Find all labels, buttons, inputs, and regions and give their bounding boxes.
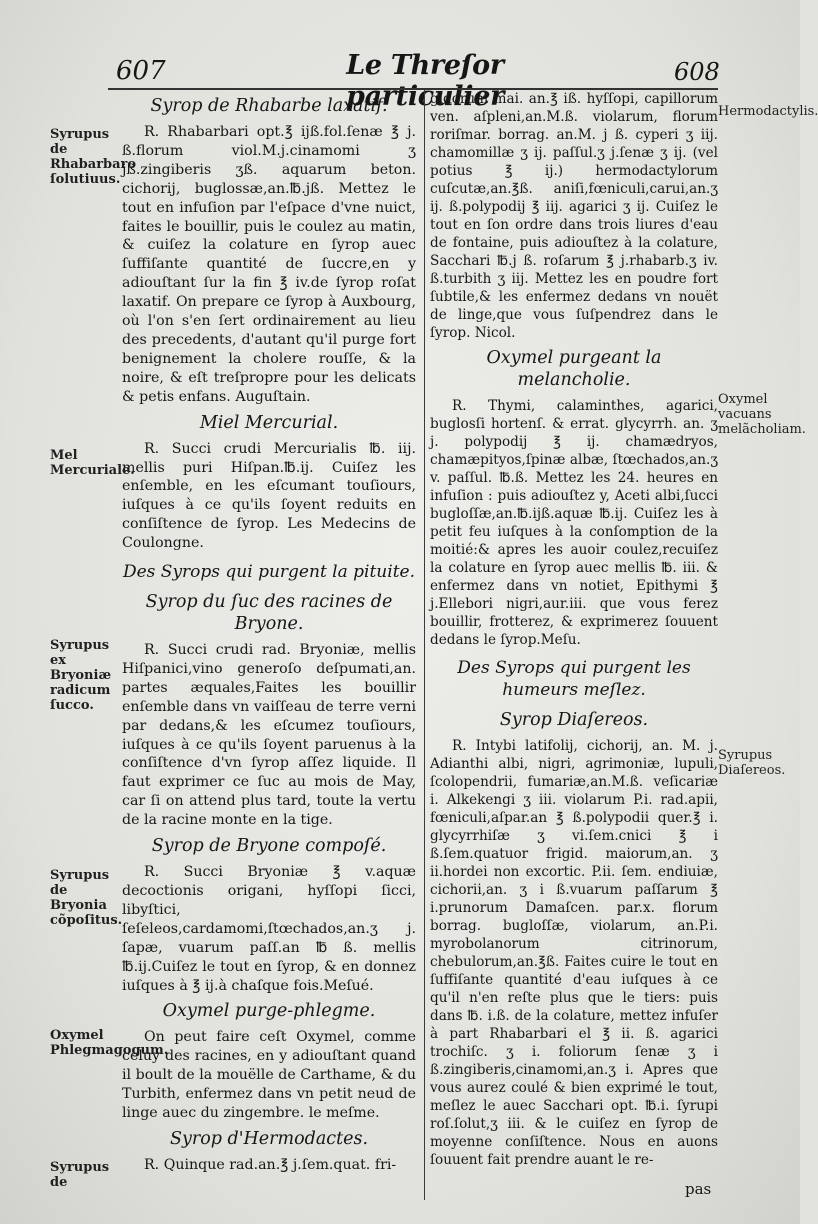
section-heading: Syrop de Rhabarbe laxatif. [150,96,388,116]
section-heading: Oxymel purgeant la melancholie. [486,348,662,390]
running-title: Le Threſor particulier [345,50,504,112]
page-number-right: 608 [674,58,720,86]
catchword: pas [685,1180,712,1198]
section-text: R. Succi crudi Mercurialis ℔. iij. mellis puri Hiſpan.℔.ij. Cuiſez les enſemble, en les eſcumant touſiours, iuſques à ce qu'ils ſoyent reduits en conſiſtence de ſyrop. Les Medecins de Coulongne. [122,440,416,552]
margin-note: Mel Mercuriale. [50,448,135,478]
page-number-left: 607 [116,56,166,86]
margin-note: Syrupus de Rhabarbaro ſolutiuus. [50,127,137,187]
section-text: R. Intybi latifolij, cichorij, an. M. j. Adianthi albi, nigri, agrimoniæ, lupuli, ſcolopendrii, fumariæ,an.M.ß. veſicariæ i. Alkekengi ʒ iii. violarum P.i. rad.apii, fœniculi,aſpar.an ℥ ß.polypodii quer.℥ i. glycyrrhiſæ ʒ vi.ſem.cnici ℥ i ß.ſem.quatuor frigid. maiorum,an. ʒ ii.hordei non excortic. P.ii. ſem. endiuiæ, cichorii,an. ʒ i ß.vuarum paſſarum ℥ i.prunorum Damaſcen. par.x. florum borrag. bugloſſæ, violarum, an.P.i. myrobolanorum citrinorum, chebulorum,an.℥ß. Faites cuire le tout en ſuffiſante quantité d'eau iuſques à ce qu'il n'en reſte plus que le tiers: puis dans ℔. i.ß. de la colature, mettez infuſer à part Rhabarbari el ℥ ii. ß. agarici trochiſc. ʒ i. foliorum ſenæ ʒ i ß.zingiberis,cinamomi,an.ʒ i. Apres que vous aurez coulé & bien exprimé le tout, meſlez le auec Sacchari opt. ℔.i. ſyrupi roſ.ſolut,ʒ iii. & le cuiſez en ſyrop de moyenne conſiſtence. Nous en auons ſouuent fait prendre auant le re- [430,738,718,1168]
margin-note: Syrupus ex Bryoniæ radicum ſucco. [50,638,112,713]
section-text: R. Rhabarbari opt.℥ ijß.fol.ſenæ ℥ j. ß.florum viol.M.j.cinamomi ʒ jß.zingiberis ʒß. aquarum beton. cichorij, buglossæ,an.℔.jß. Mettez le tout en infuſion par l'eſpace d'vne nuict, faites le bouillir, puis le coulez au matin, & cuiſez la colature en ſyrop auec ſuffiſante quantité de ſuccre,en y adiouſtant ſur la fin ℥ iv.de ſyrop roſat laxatif. On prepare ce ſyrop à Auxbourg, où l'on s'en ſert ordinairement au lieu des precedents, d'autant qu'il purge fort benignement la cholere rouſſe, & la noire, & eſt treſpropre pour les delicats & petis enfans. Auguſtain. [122,124,416,405]
section-heading: Syrop du ſuc des racines de Bryone. [145,592,393,635]
section-heading: Syrop d'Hermodactes. [169,1128,369,1149]
margin-note: Hermodactylis. [718,104,818,119]
left-column [122,90,416,1175]
section-heading: Miel Mercurial. [199,412,339,433]
margin-note: Oxymel vacuans melãcholiam. [718,392,806,437]
chapter-heading: Des Syrops qui purgent les humeurs meſlez. [457,658,691,700]
section-text: R. Quinque rad.an.℥ j.ſem.quat. fri- [144,1156,397,1173]
chapter-heading: Des Syrops qui purgent la pituite. [122,562,415,583]
section-text: gidorum mai. an.℥ iß. hyſſopi, capillorum ven. aſpleni,an.M.ß. violarum, florum roriſmar. borrag. an.M. j ß. cyperi ʒ iij. chamomillæ ʒ ij. paſſul.ʒ j.ſenæ ʒ ij. (vel potius ℥ ij.) hermodactylorum cuſcutæ,an.℥ß. aniſi,fœniculi,carui,an.ʒ ij. ß.polypodij ℥ iij. agarici ʒ ij. Cuiſez le tout en ſon ordre dans trois liures d'eau de fontaine, puis adiouſtez à la colature, Sacchari ℔.j ß. roſarum ℥ j.rhabarb.ʒ iv. ß.turbith ʒ iij. Mettez les en poudre fort ſubtile,& les enfermez dedans vn nouët de linge,que vous ſuſpendrez dans le ſyrop. Nicol. [430,91,718,341]
margin-note: Syrupus de Bryonia cõpoſitus. [50,868,123,928]
section-text: R. Thymi, calaminthes, agarici, buglosſi hortenſ. & errat. glycyrrh. an. ʒ j. polypodij ℥ ij. chamædryos, chamæpityos,ſpinæ albæ, ſtœchados,an.ʒ v. paſſul. ℔.ß. Mettez les 24. heures en infuſion : puis adiouſtez y, Aceti albi,ſucci bugloſſæ,an.℔.ijß.aquæ ℔.ij. Cuiſez les à petit feu iuſques à la conſomption de la moitié:& apres les auoir coulez,recuiſez la colature en ſyrop auec mellis ℔. iii. & enfermez dans vn notiet, Epithymi ℥ j.Ellebori nigri,aur.iii. que vous ferez bouillir, frotterez, & exprimerez ſouuent dedans le ſyrop.Meſu. [430,398,718,648]
margin-note: Oxymel Phlegmagogum. [50,1028,169,1058]
section-text: R. Succi Bryoniæ ℥ v.aquæ decoctionis origani, hyſſopi ſicci, libyſtici, ſeſeleos,cardamomi,ſtœchados,an.ʒ j. ſapæ, vuarum paſſ.an ℔ ß. mellis ℔.ij.Cuiſez le tout en ſyrop, & en donnez iuſques à ℥ ij.à chaſque fois.Meſué. [122,864,416,994]
section-heading: Syrop Diaſereos. [499,710,649,730]
section-heading: Oxymel purge-phlegme. [162,1001,376,1022]
margin-note: Syrupus de [50,1160,110,1190]
margin-note: Syrupus Diaſereos. [718,748,786,778]
section-text: R. Succi crudi rad. Bryoniæ, mellis Hiſpanici,vino generoſo deſpumati,an. partes æquales,Faites les bouillir enſemble dans vn vaiſſeau de terre verni par dedans,& les eſcumez touſiours, iuſques à ce qu'ils ſoyent paruenus à la conſiſtence d'vn ſyrop aſſez liquide. Il faut exprimer ce ſuc au mois de May, car ſi on attend plus tard, toute la vertu de la racine monte en la tige. [122,642,416,829]
section-text: On peut faire ceſt Oxymel, comme celuy des racines, en y adiouſtant quand il boult de la mouëlle de Carthame, & du Turbith, enfermez dans vn petit neud de linge auec du zingembre. le meſme. [122,1029,416,1122]
right-column [430,90,718,1169]
column-divider [424,90,425,1200]
section-heading: Syrop de Bryone compoſé. [151,836,387,857]
